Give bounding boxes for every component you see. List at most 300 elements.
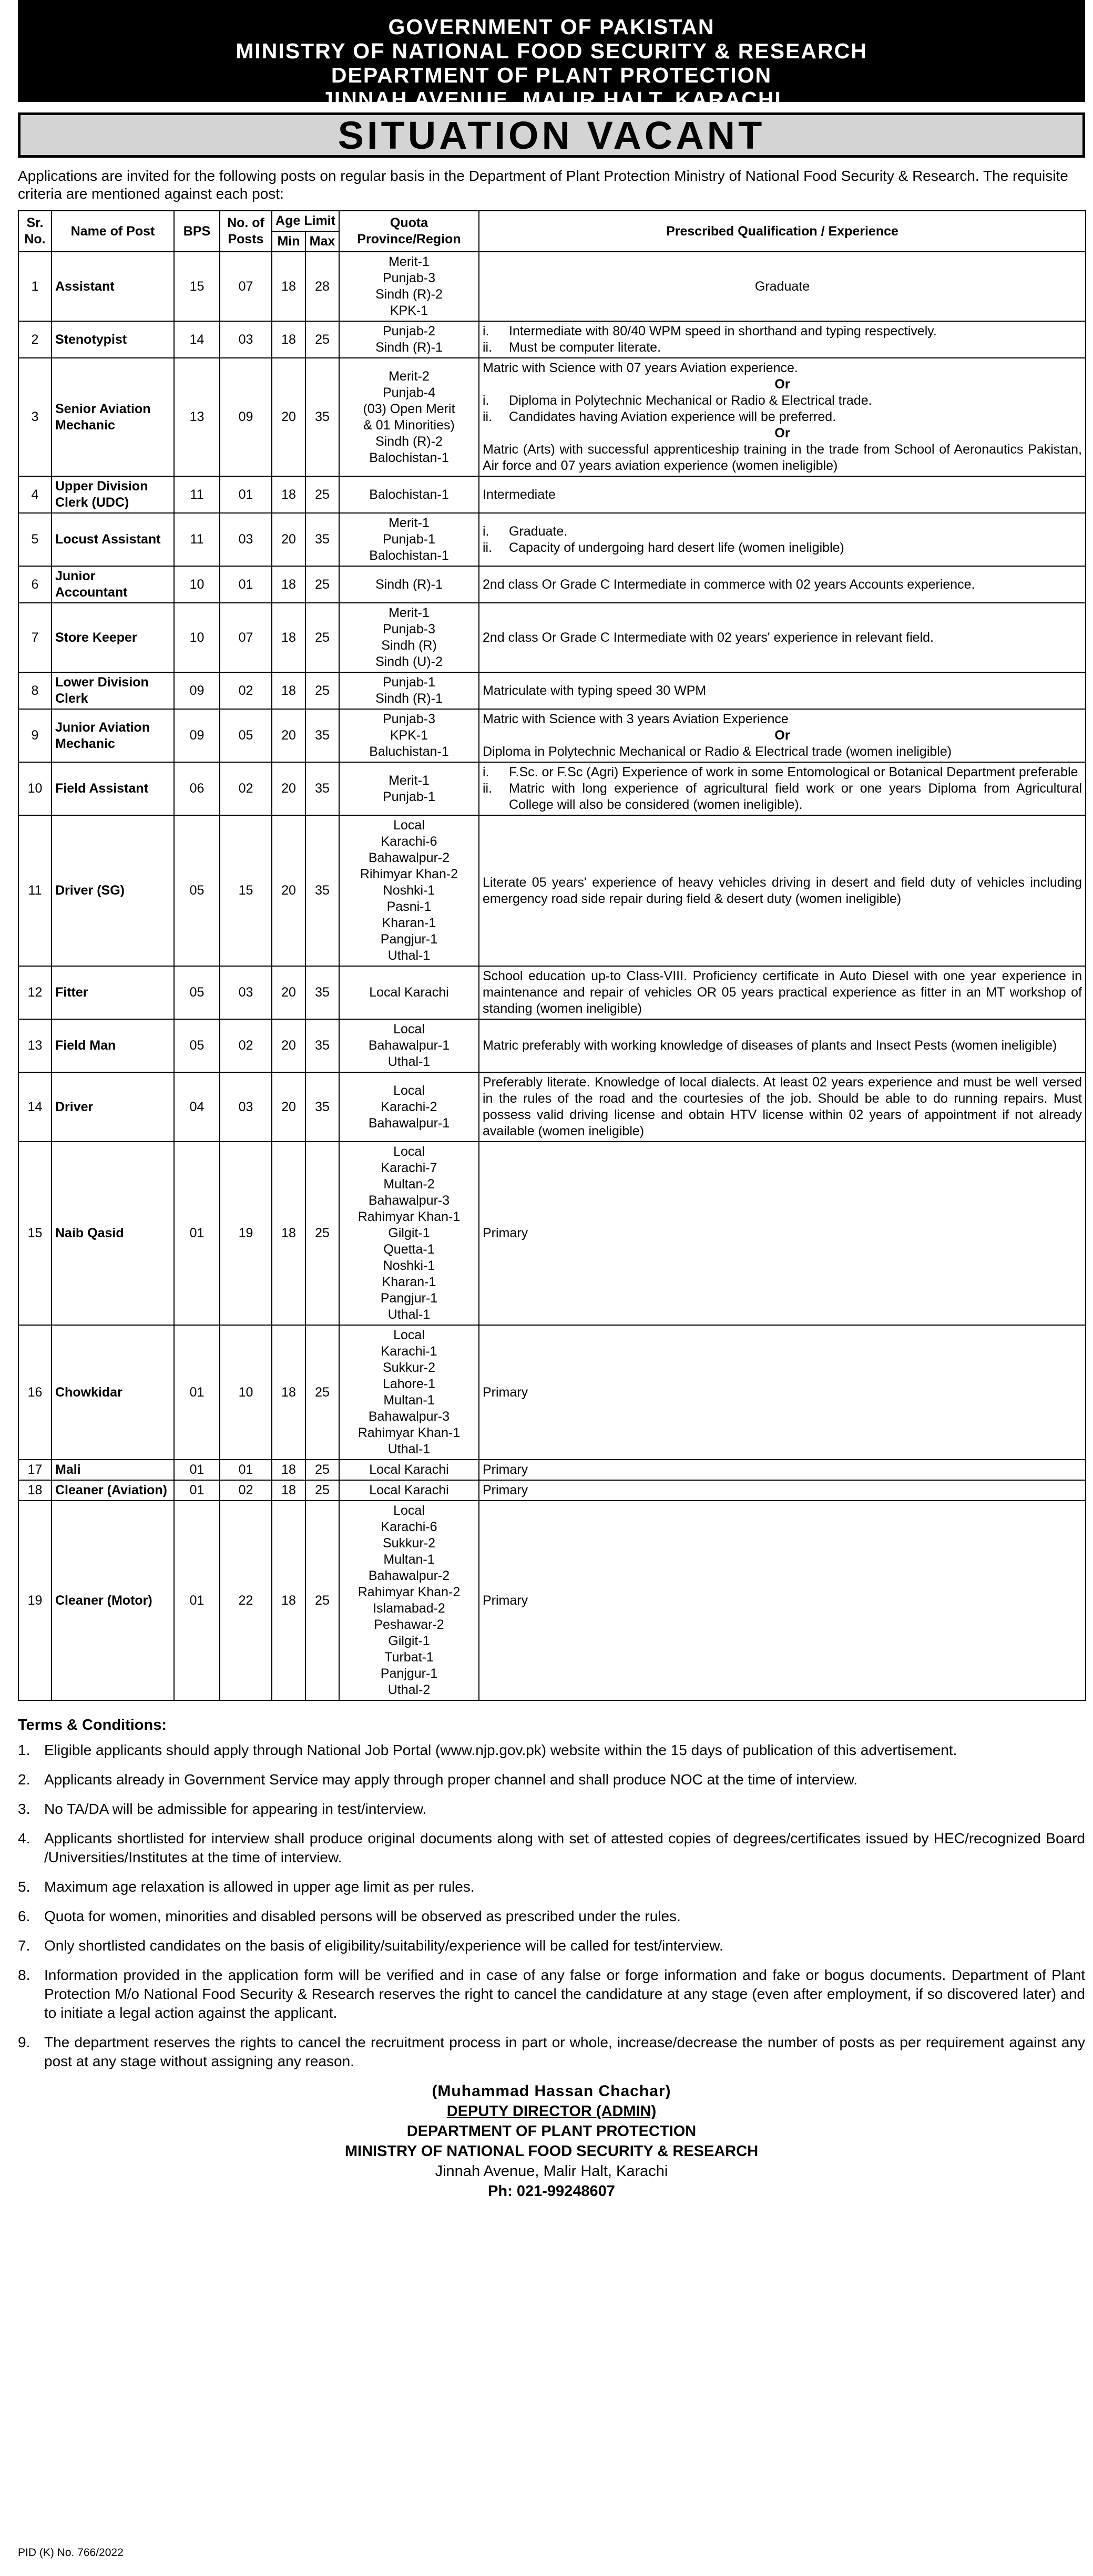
quota-line: Bahawalpur-3 — [368, 1409, 450, 1424]
cell-bps: 05 — [174, 1019, 220, 1072]
cell-age-max: 25 — [305, 1480, 339, 1501]
cell-post-name: Fitter — [52, 966, 174, 1019]
quota-line: Merit-1 — [389, 605, 430, 620]
quota-line: Karachi-6 — [381, 834, 437, 849]
cell-sr: 1 — [18, 252, 52, 321]
term-item — [18, 1936, 1085, 1955]
quota-line: Sindh (R)-2 — [375, 287, 443, 302]
table-row — [18, 709, 1086, 762]
cell-post-name: Mali — [52, 1460, 174, 1480]
cell-posts: 03 — [220, 966, 272, 1019]
quota-line: Sindh (R)-1 — [375, 340, 443, 355]
cell-post-name: Naib Qasid — [52, 1142, 174, 1325]
header-quota: Quota Province/Region — [339, 211, 479, 252]
cell-qualification — [479, 1019, 1086, 1072]
table-row — [18, 358, 1086, 476]
cell-posts: 01 — [220, 476, 272, 513]
quota-line: Local — [393, 818, 425, 833]
cell-post-name: Driver — [52, 1072, 174, 1142]
quota-line: Turbat-1 — [384, 1650, 434, 1665]
qualification-text: Matric with Science with 07 years Aviation experience. — [483, 361, 798, 375]
qualification-text: Matric with Science with 3 years Aviation Experience — [483, 712, 789, 726]
qualification-item — [483, 340, 1082, 356]
header-max: Max — [305, 231, 339, 252]
cell-posts: 15 — [220, 815, 272, 966]
item-number: i. — [483, 393, 489, 408]
cell-age-max: 25 — [305, 1460, 339, 1480]
cell-sr: 6 — [18, 566, 52, 603]
qualification-item — [483, 781, 1082, 813]
cell-age-max: 25 — [305, 603, 339, 672]
quota-line: Karachi-2 — [381, 1099, 437, 1114]
table-row — [18, 1142, 1086, 1325]
header-ministry: MINISTRY OF NATIONAL FOOD SECURITY & RESEARCH — [236, 39, 867, 63]
term-number: 8. — [18, 1967, 30, 1983]
cell-quota — [339, 1480, 479, 1501]
cell-age-max: 28 — [305, 252, 339, 321]
signatory-address: Jinnah Avenue, Malir Halt, Karachi — [435, 2163, 668, 2180]
quota-line: Karachi-7 — [381, 1161, 437, 1175]
cell-bps: 13 — [174, 358, 220, 476]
or-separator: Or — [774, 728, 790, 743]
pid-number: PID (K) No. 766/2022 — [18, 2547, 124, 2559]
quota-line: Sindh (R) — [381, 638, 437, 653]
cell-sr: 12 — [18, 966, 52, 1019]
quota-line: Punjab-3 — [382, 622, 436, 637]
cell-posts: 02 — [220, 672, 272, 709]
cell-age-max: 25 — [305, 321, 339, 358]
cell-quota — [339, 1501, 479, 1700]
intro-paragraph: Applications are invited for the following posts on regular basis in the Department of Plant Protection Ministry of National Food Security & Research. The requisite criteria are mentioned against each post: — [18, 168, 1068, 202]
term-item — [18, 1829, 1085, 1867]
term-text: Applicants already in Government Service may apply through proper channel and shall produce NOC at the time of interview. — [44, 1771, 858, 1788]
qualification-text: Graduate — [754, 279, 810, 294]
table-row — [18, 321, 1086, 358]
table-row — [18, 513, 1086, 566]
cell-bps: 05 — [174, 815, 220, 966]
header-min: Min — [272, 231, 305, 252]
cell-age-max: 35 — [305, 709, 339, 762]
quota-line: (03) Open Merit — [363, 401, 455, 416]
quota-line: KPK-1 — [390, 728, 428, 743]
qualification-item — [483, 393, 1082, 409]
cell-quota — [339, 358, 479, 476]
item-number: i. — [483, 765, 489, 779]
cell-quota — [339, 513, 479, 566]
term-item — [18, 1877, 1085, 1896]
cell-post-name: Lower Division Clerk — [52, 672, 174, 709]
cell-posts: 19 — [220, 1142, 272, 1325]
quota-line: Uthal-1 — [387, 1442, 431, 1456]
cell-bps: 11 — [174, 476, 220, 513]
quota-line: Rihimyar Khan-2 — [360, 867, 458, 881]
qualification-text: Preferably literate. Knowledge of local dialects. At least 02 years experience and must be well versed in the rules of the road and the courtesies of the job. Should be able to do running repairs. Must possess valid driving license and obtain HTV license within 02 years of appointment if not already available (women ineligible) — [483, 1075, 1082, 1138]
terms-section — [18, 1716, 1085, 2071]
cell-qualification — [479, 815, 1086, 966]
table-row — [18, 1072, 1086, 1142]
cell-sr: 19 — [18, 1501, 52, 1700]
cell-qualification — [479, 321, 1086, 358]
term-number: 1. — [18, 1742, 30, 1758]
quota-line: Local — [393, 1022, 425, 1036]
cell-sr: 10 — [18, 762, 52, 815]
cell-age-min: 20 — [272, 1072, 305, 1142]
table-row — [18, 603, 1086, 672]
table-row — [18, 476, 1086, 513]
cell-bps: 01 — [174, 1501, 220, 1700]
quota-line: Punjab-1 — [382, 789, 436, 804]
cell-sr: 18 — [18, 1480, 52, 1501]
header-bps: BPS — [174, 211, 220, 252]
quota-line: Baluchistan-1 — [369, 744, 449, 759]
table-row — [18, 762, 1086, 815]
item-number: i. — [483, 524, 489, 539]
quota-line: Bahawalpur-2 — [368, 1568, 450, 1583]
cell-age-min: 18 — [272, 1501, 305, 1700]
header-sr: Sr. No. — [18, 211, 52, 252]
cell-posts: 01 — [220, 566, 272, 603]
cell-age-min: 18 — [272, 566, 305, 603]
cell-age-max: 35 — [305, 966, 339, 1019]
term-number: 6. — [18, 1908, 30, 1924]
quota-line: Noshki-1 — [383, 883, 435, 898]
signatory-phone: Ph: 021-99248607 — [488, 2183, 615, 2200]
cell-bps: 10 — [174, 603, 220, 672]
term-number: 5. — [18, 1879, 30, 1895]
signatory-name: (Muhammad Hassan Chachar) — [432, 2082, 671, 2100]
table-row — [18, 1480, 1086, 1501]
cell-bps: 11 — [174, 513, 220, 566]
cell-posts: 03 — [220, 513, 272, 566]
table-row — [18, 1325, 1086, 1460]
quota-line: Balochistan-1 — [369, 548, 449, 563]
cell-quota — [339, 1072, 479, 1142]
cell-age-min: 18 — [272, 321, 305, 358]
quota-line: Merit-1 — [389, 516, 430, 530]
cell-qualification — [479, 709, 1086, 762]
cell-sr: 4 — [18, 476, 52, 513]
cell-post-name: Locust Assistant — [52, 513, 174, 566]
cell-age-max: 35 — [305, 1019, 339, 1072]
quota-line: Sindh (R)-1 — [375, 577, 443, 592]
quota-line: Local — [393, 1144, 425, 1159]
quota-line: Local Karachi — [369, 1462, 449, 1477]
header-department: DEPARTMENT OF PLANT PROTECTION — [331, 63, 772, 87]
cell-sr: 3 — [18, 358, 52, 476]
item-text: Capacity of undergoing hard desert life (women ineligible) — [509, 540, 844, 555]
term-item — [18, 1800, 1085, 1819]
cell-qualification — [479, 1142, 1086, 1325]
qualification-item — [483, 323, 1082, 340]
quota-line: Noshki-1 — [383, 1258, 435, 1273]
cell-posts: 07 — [220, 252, 272, 321]
quota-line: Local Karachi — [369, 985, 449, 1000]
table-body — [18, 252, 1086, 1700]
item-text: Diploma in Polytechnic Mechanical or Radio & Electrical trade. — [509, 393, 872, 408]
cell-age-min: 18 — [272, 1142, 305, 1325]
cell-bps: 05 — [174, 966, 220, 1019]
term-number: 9. — [18, 2034, 30, 2050]
situation-vacant-banner — [18, 112, 1085, 158]
cell-post-name: Store Keeper — [52, 603, 174, 672]
term-text: No TA/DA will be admissible for appearing in test/interview. — [44, 1801, 427, 1817]
item-text: Candidates having Aviation experience will be preferred. — [509, 409, 836, 424]
quota-line: Sindh (U)-2 — [375, 654, 443, 669]
or-separator: Or — [774, 426, 790, 440]
quota-line: Punjab-3 — [382, 271, 436, 285]
quota-line: Gilgit-1 — [388, 1634, 430, 1648]
item-text: Graduate. — [509, 524, 568, 539]
qualification-text: School education up-to Class-VIII. Proficiency certificate in Auto Diesel with one year experience in maintenance and repair of vehicles OR 05 years practical experience as fitter in an MT workshop of standing (women ineligible) — [483, 969, 1082, 1016]
qualification-text: Primary — [483, 1593, 528, 1608]
cell-bps: 09 — [174, 709, 220, 762]
cell-age-min: 20 — [272, 358, 305, 476]
table-header-row — [18, 211, 1086, 231]
term-text: The department reserves the rights to cancel the recruitment process in part or whole, increase/decrease the number of posts as per requirement against any post at any stage without assigning any reason. — [44, 2034, 1085, 2069]
cell-age-min: 20 — [272, 709, 305, 762]
item-text: F.Sc. or F.Sc (Agri) Experience of work in some Entomological or Botanical Department preferable — [509, 765, 1078, 779]
cell-sr: 16 — [18, 1325, 52, 1460]
cell-sr: 15 — [18, 1142, 52, 1325]
quota-line: Local — [393, 1328, 425, 1342]
cell-bps: 15 — [174, 252, 220, 321]
cell-quota — [339, 321, 479, 358]
cell-quota — [339, 1460, 479, 1480]
cell-age-max: 25 — [305, 1325, 339, 1460]
table-row — [18, 815, 1086, 966]
cell-quota — [339, 815, 479, 966]
item-number: ii. — [483, 409, 493, 424]
cell-age-min: 20 — [272, 815, 305, 966]
banner-title: SITUATION VACANT — [338, 113, 765, 157]
quota-line: Uthal-1 — [387, 1307, 431, 1322]
qualification-text: 2nd class Or Grade C Intermediate with 02 years' experience in relevant field. — [483, 630, 934, 645]
cell-posts: 07 — [220, 603, 272, 672]
quota-line: Sukkur-2 — [382, 1360, 436, 1375]
cell-bps: 06 — [174, 762, 220, 815]
qualification-text: 2nd class Or Grade C Intermediate in commerce with 02 years Accounts experience. — [483, 577, 975, 592]
cell-age-min: 20 — [272, 513, 305, 566]
cell-posts: 02 — [220, 1480, 272, 1501]
cell-sr: 14 — [18, 1072, 52, 1142]
table-row — [18, 252, 1086, 321]
header-address: JINNAH AVENUE, MALIR HALT, KARACHI — [321, 87, 782, 111]
signatory-designation: DEPUTY DIRECTOR (ADMIN) — [446, 2103, 657, 2120]
cell-post-name: Field Man — [52, 1019, 174, 1072]
cell-sr: 2 — [18, 321, 52, 358]
qualification-item — [483, 524, 1082, 540]
header-qualification: Prescribed Qualification / Experience — [479, 211, 1086, 252]
quota-line: Punjab-3 — [382, 712, 436, 726]
quota-line: Karachi-6 — [381, 1520, 437, 1534]
quota-line: Multan-1 — [383, 1552, 435, 1567]
cell-age-max: 35 — [305, 815, 339, 966]
cell-post-name: Junior Accountant — [52, 566, 174, 603]
term-number: 4. — [18, 1830, 30, 1846]
cell-posts: 10 — [220, 1325, 272, 1460]
signatory-ministry: MINISTRY OF NATIONAL FOOD SECURITY & RESEARCH — [344, 2143, 759, 2160]
cell-qualification — [479, 1072, 1086, 1142]
cell-posts: 05 — [220, 709, 272, 762]
cell-age-max: 35 — [305, 513, 339, 566]
cell-age-min: 20 — [272, 1019, 305, 1072]
quota-line: Quetta-1 — [383, 1242, 435, 1257]
cell-qualification — [479, 672, 1086, 709]
quota-line: Balochistan-1 — [369, 487, 449, 502]
cell-posts: 22 — [220, 1501, 272, 1700]
quota-line: Bahawalpur-1 — [368, 1115, 450, 1131]
cell-quota — [339, 603, 479, 672]
quota-line: Lahore-1 — [382, 1377, 436, 1391]
quota-line: Merit-2 — [389, 368, 430, 384]
cell-age-max: 35 — [305, 762, 339, 815]
cell-post-name: Cleaner (Aviation) — [52, 1480, 174, 1501]
advertisement-page — [18, 0, 1085, 2559]
cell-qualification — [479, 476, 1086, 513]
quota-line: Pangjur-1 — [380, 1291, 438, 1306]
cell-post-name: Driver (SG) — [52, 815, 174, 966]
quota-line: KPK-1 — [390, 303, 428, 318]
cell-posts: 03 — [220, 1072, 272, 1142]
quota-line: Islamabad-2 — [373, 1601, 445, 1616]
cell-qualification — [479, 1460, 1086, 1480]
cell-post-name: Stenotypist — [52, 321, 174, 358]
quota-line: Bahawalpur-3 — [368, 1193, 450, 1208]
table-row — [18, 1501, 1086, 1700]
quota-line: Gilgit-1 — [388, 1226, 430, 1240]
signature-block — [18, 2081, 1085, 2201]
quota-line: Punjab-1 — [382, 675, 436, 690]
term-number: 2. — [18, 1771, 30, 1788]
terms-title: Terms & Conditions: — [18, 1717, 167, 1733]
cell-quota — [339, 1325, 479, 1460]
term-item — [18, 1907, 1085, 1926]
quota-line: Multan-1 — [383, 1393, 435, 1408]
cell-bps: 01 — [174, 1480, 220, 1501]
quota-line: Punjab-4 — [382, 385, 436, 400]
cell-quota — [339, 252, 479, 321]
term-item — [18, 1741, 1085, 1760]
table-row — [18, 566, 1086, 603]
quota-line: Rahimyar Khan-2 — [357, 1585, 461, 1599]
cell-quota — [339, 762, 479, 815]
cell-age-min: 18 — [272, 476, 305, 513]
cell-age-max: 25 — [305, 672, 339, 709]
cell-age-min: 18 — [272, 1325, 305, 1460]
qualification-text: Intermediate — [483, 487, 556, 502]
header-age-limit: Age Limit — [272, 211, 339, 231]
quota-line: Punjab-1 — [382, 532, 436, 547]
quota-line: Peshawar-2 — [374, 1617, 444, 1632]
cell-post-name: Assistant — [52, 252, 174, 321]
term-text: Information provided in the application form will be verified and in case of any false or forge information and fake or bogus documents. Department of Plant Protection M/o National Food Security & Research reserves the right to cancel the candidature at any stage (even after employment, if so discovered later) and to initiate a legal action against the applicant. — [44, 1967, 1085, 2021]
item-number: ii. — [483, 540, 493, 555]
qualification-item — [483, 409, 1082, 425]
cell-sr: 11 — [18, 815, 52, 966]
qualification-text: Primary — [483, 1483, 528, 1497]
quota-line: Sindh (R)-1 — [375, 691, 443, 706]
cell-posts: 02 — [220, 762, 272, 815]
cell-quota — [339, 966, 479, 1019]
cell-quota — [339, 1019, 479, 1072]
quota-line: Merit-1 — [389, 254, 430, 269]
cell-qualification — [479, 1480, 1086, 1501]
item-text: Must be computer literate. — [509, 340, 661, 355]
cell-age-max: 35 — [305, 358, 339, 476]
term-number: 3. — [18, 1801, 30, 1817]
item-number: ii. — [483, 781, 493, 796]
cell-sr: 5 — [18, 513, 52, 566]
item-text: Matric with long experience of agricultural field work or one years Diploma from Agricultural College will also be considered (women ineligible). — [509, 781, 1082, 812]
cell-age-min: 18 — [272, 672, 305, 709]
cell-posts: 09 — [220, 358, 272, 476]
cell-posts: 01 — [220, 1460, 272, 1480]
cell-bps: 01 — [174, 1325, 220, 1460]
quota-line: Pangjur-1 — [380, 932, 438, 947]
quota-line: Punjab-2 — [382, 324, 436, 338]
header-government: GOVERNMENT OF PAKISTAN — [388, 15, 715, 39]
term-text: Quota for women, minorities and disabled persons will be observed as prescribed under the rules. — [44, 1908, 681, 1924]
cell-bps: 04 — [174, 1072, 220, 1142]
posts-table — [18, 210, 1086, 1701]
cell-bps: 09 — [174, 672, 220, 709]
cell-age-max: 25 — [305, 566, 339, 603]
cell-qualification — [479, 566, 1086, 603]
quota-line: Uthal-1 — [387, 1054, 431, 1069]
cell-sr: 9 — [18, 709, 52, 762]
quota-line: Kharan-1 — [382, 916, 436, 930]
qualification-item — [483, 540, 1082, 556]
item-number: ii. — [483, 340, 493, 355]
quota-line: Uthal-1 — [387, 948, 431, 963]
quota-line: Sindh (R)-2 — [375, 434, 443, 449]
header-name: Name of Post — [52, 211, 174, 252]
qualification-text: Primary — [483, 1226, 528, 1240]
quota-line: Rahimyar Khan-1 — [357, 1425, 461, 1440]
term-item — [18, 1966, 1085, 2023]
term-text: Applicants shortlisted for interview shall produce original documents along with set of attested copies of degrees/certificates issued by HEC/recognized Board /Universities/Institutes at the time of interview. — [44, 1830, 1085, 1865]
cell-posts: 03 — [220, 321, 272, 358]
header-block — [18, 0, 1085, 111]
quota-line: Local Karachi — [369, 1483, 449, 1497]
header-posts: No. of Posts — [220, 211, 272, 252]
cell-age-max: 25 — [305, 476, 339, 513]
cell-age-max: 25 — [305, 1501, 339, 1700]
term-item — [18, 2033, 1085, 2071]
quota-line: Karachi-1 — [381, 1344, 437, 1359]
cell-qualification — [479, 1501, 1086, 1700]
cell-age-max: 25 — [305, 1142, 339, 1325]
cell-sr: 13 — [18, 1019, 52, 1072]
qualification-text: Matric (Arts) with successful apprenticeship training in the trade from School of Aeronautics Pakistan, Air force and 07 years aviation experience (women ineligible) — [483, 442, 1082, 473]
table-row — [18, 672, 1086, 709]
qualification-text: Matriculate with typing speed 30 WPM — [483, 683, 707, 698]
cell-age-min: 20 — [272, 762, 305, 815]
cell-quota — [339, 1142, 479, 1325]
cell-age-min: 20 — [272, 966, 305, 1019]
cell-bps: 01 — [174, 1142, 220, 1325]
item-text: Intermediate with 80/40 WPM speed in shorthand and typing respectively. — [509, 324, 937, 338]
cell-qualification — [479, 966, 1086, 1019]
cell-post-name: Upper Division Clerk (UDC) — [52, 476, 174, 513]
cell-age-min: 18 — [272, 252, 305, 321]
cell-post-name: Cleaner (Motor) — [52, 1501, 174, 1700]
or-separator: Or — [774, 377, 790, 392]
cell-qualification — [479, 603, 1086, 672]
cell-sr: 8 — [18, 672, 52, 709]
cell-post-name: Chowkidar — [52, 1325, 174, 1460]
qualification-item — [483, 764, 1082, 781]
